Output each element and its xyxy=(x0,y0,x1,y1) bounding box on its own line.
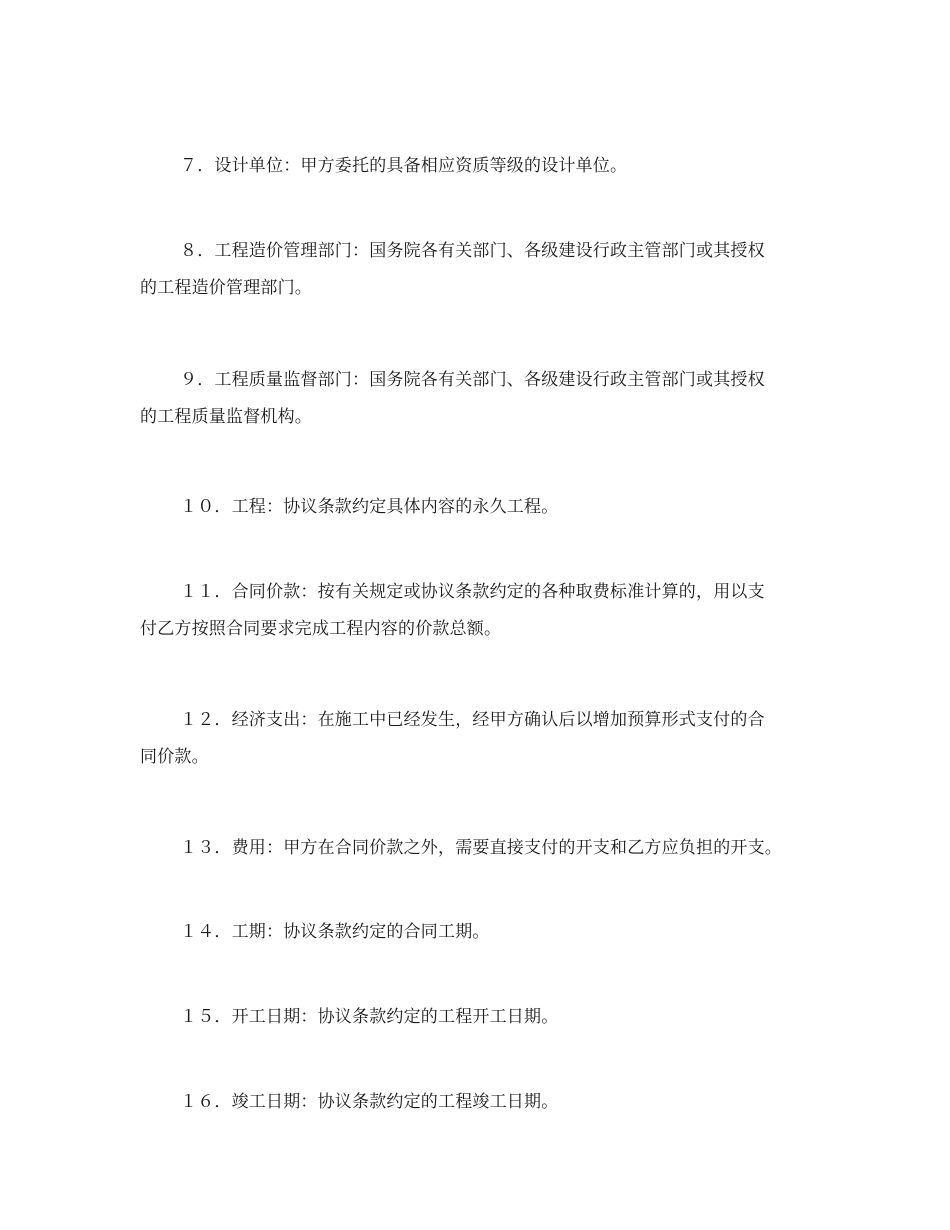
clause-14 xyxy=(140,914,830,951)
clause-11 xyxy=(140,574,830,648)
clause-10-line-1: １０．工程：协议条款约定具体内容的永久工程。 xyxy=(180,497,559,517)
clause-14-line-1: １４．工期：协议条款约定的合同工期。 xyxy=(180,922,490,942)
clause-16 xyxy=(140,1084,830,1121)
clause-7 xyxy=(140,148,830,185)
clause-8-line-1: ８．工程造价管理部门：国务院各有关部门、各级建设行政主管部门或其授权 xyxy=(180,241,765,261)
clause-12 xyxy=(140,702,830,776)
clause-11-line-1: １１．合同价款：按有关规定或协议条款约定的各种取费标准计算的，用以支 xyxy=(180,582,765,602)
clause-7-line-1: ７．设计单位：甲方委托的具备相应资质等级的设计单位。 xyxy=(180,156,628,176)
clause-9 xyxy=(140,362,830,436)
clause-15-line-1: １５．开工日期：协议条款约定的工程开工日期。 xyxy=(180,1007,559,1027)
clause-13 xyxy=(140,830,830,867)
clause-12-line-1: １２．经济支出：在施工中已经发生，经甲方确认后以增加预算形式支付的合 xyxy=(180,710,765,730)
clause-12-line-2: 同价款。 xyxy=(140,747,209,767)
clause-16-line-1: １６．竣工日期：协议条款约定的工程竣工日期。 xyxy=(180,1092,559,1112)
clause-15 xyxy=(140,999,830,1036)
clause-11-line-2: 付乙方按照合同要求完成工程内容的价款总额。 xyxy=(140,619,502,639)
clause-8-line-2: 的工程造价管理部门。 xyxy=(140,278,312,298)
clause-10 xyxy=(140,489,830,526)
clause-8 xyxy=(140,233,830,307)
clause-9-line-1: ９．工程质量监督部门：国务院各有关部门、各级建设行政主管部门或其授权 xyxy=(180,370,765,390)
clause-13-line-1: １３．费用：甲方在合同价款之外，需要直接支付的开支和乙方应负担的开支。 xyxy=(180,838,782,858)
clause-9-line-2: 的工程质量监督机构。 xyxy=(140,407,312,427)
